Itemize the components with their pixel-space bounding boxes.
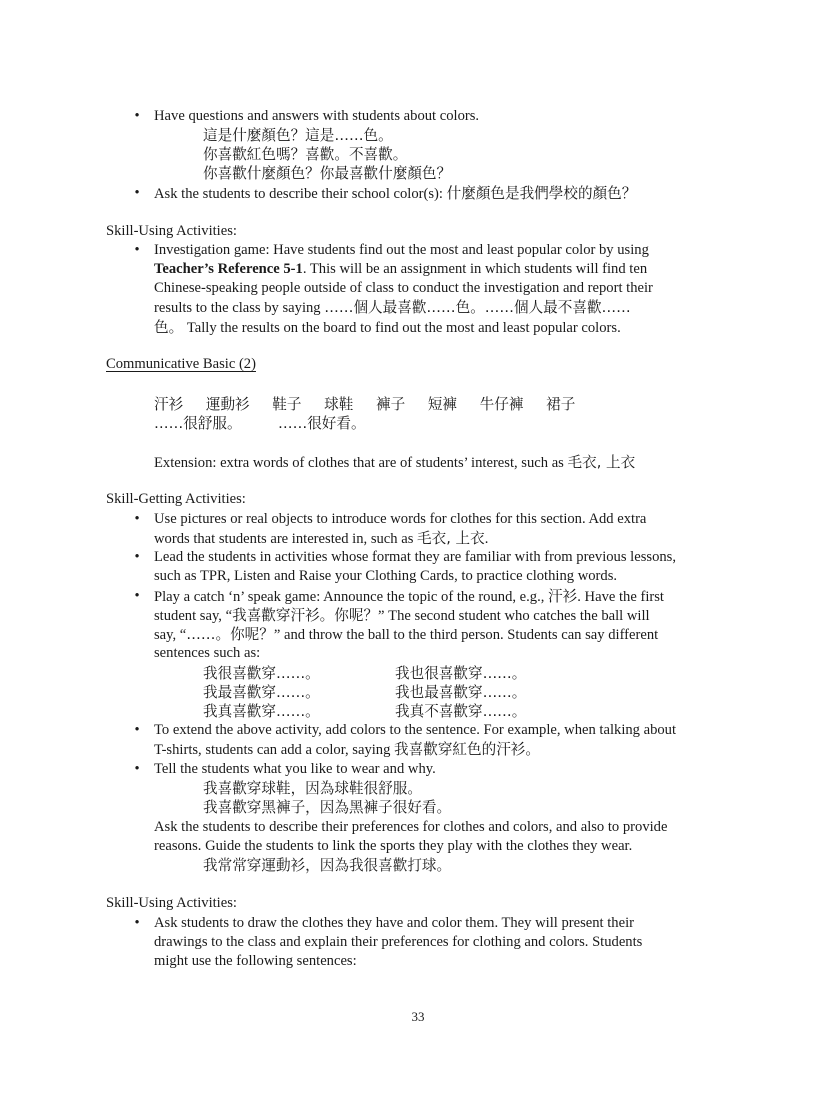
extend-colors-line: T-shirts, students can add a color, saying 我喜歡穿紅色的汗衫。	[154, 741, 540, 758]
vocab-word: 牛仔褲	[479, 396, 524, 413]
phrase: ……很好看。	[278, 415, 366, 432]
extension-note: Extension: extra words of clothes that are of students’ interest, such as 毛衣, 上衣	[154, 454, 636, 471]
catch-game-line: Play a catch ‘n’ speak game: Announce the topic of the round, e.g., 汗衫. Have the first	[154, 588, 664, 605]
bullet	[132, 510, 142, 529]
teacher-reference: Teacher’s Reference 5-1	[154, 261, 303, 277]
bullet	[132, 587, 142, 606]
investigation-game-line: 色。 Tally the results on the board to find out the most and least popular colors.	[154, 319, 621, 336]
preferences-line: reasons. Guide the students to link the sports they play with the clothes they wear.	[154, 838, 633, 854]
example-sentence: 我喜歡穿球鞋，因為球鞋很舒服。	[203, 780, 422, 797]
pictures-bullet-line: words that students are interested in, such as 毛衣, 上衣.	[154, 530, 489, 547]
bullet	[132, 107, 142, 126]
sentence-pattern: 我也最喜歡穿……。	[395, 684, 527, 701]
page-number: 33	[411, 1009, 425, 1024]
vocab-word: 汗衫	[154, 396, 184, 413]
section-heading: Skill-Using Activities:	[106, 895, 237, 911]
section-heading: Skill-Getting Activities:	[106, 491, 246, 507]
sentence-pattern: 我真喜歡穿……。	[203, 703, 320, 720]
bullet	[132, 914, 142, 933]
colors-qa-bullet: Have questions and answers with students about colors.	[154, 108, 480, 124]
vocab-list	[154, 395, 575, 414]
sentence-pattern: 我也很喜歡穿……。	[395, 665, 527, 682]
example-sentence: 我常常穿運動衫，因為我很喜歡打球。	[203, 857, 452, 874]
vocab-word: 短褲	[427, 396, 458, 413]
vocab-word: 運動衫	[205, 396, 250, 413]
sentence-pattern: 我最喜歡穿……。	[203, 684, 320, 701]
vocab-word: 裙子	[546, 396, 576, 413]
preferences-line: Ask the students to describe their preferences for clothes and colors, and also to provide	[154, 819, 668, 835]
tpr-bullet-line: Lead the students in activities whose format they are familiar with from previous lessons,	[154, 549, 676, 565]
tpr-bullet-line: such as TPR, Listen and Raise your Clothing Cards, to practice clothing words.	[154, 568, 618, 584]
investigation-game-line: Chinese-speaking people outside of class to conduct the investigation and report their	[154, 280, 653, 296]
wear-why-line: Tell the students what you like to wear and why.	[154, 761, 436, 777]
vocab-word: 鞋子	[272, 396, 302, 413]
vocab-word: 褲子	[375, 396, 406, 413]
catch-game-line: say, “……。你呢？” and throw the ball to the third person. Students can say different	[154, 626, 659, 643]
draw-clothes-line: drawings to the class and explain their preferences for clothing and colors. Students	[154, 934, 643, 950]
section-heading: Skill-Using Activities:	[106, 223, 237, 239]
bullet	[132, 184, 142, 203]
bullet	[132, 760, 142, 779]
draw-clothes-line: Ask students to draw the clothes they have and color them. They will present their	[154, 915, 634, 931]
catch-game-line: sentences such as:	[154, 645, 261, 661]
extend-colors-line: To extend the above activity, add colors to the sentence. For example, when talking about	[154, 722, 677, 738]
phrase: ……很舒服。	[154, 415, 242, 432]
example-sentence: 你喜歡紅色嗎？喜歡。不喜歡。	[203, 146, 408, 163]
vocab-word: 球鞋	[324, 396, 354, 413]
sentence-pattern: 我真不喜歡穿……。	[395, 703, 527, 720]
bullet	[132, 241, 142, 260]
example-sentence: 你喜歡什麼顏色？你最喜歡什麼顏色？	[203, 165, 452, 182]
bullet	[132, 721, 142, 740]
catch-game-line: student say, “我喜歡穿汗衫。你呢？” The second student who catches the ball will	[154, 607, 650, 624]
example-sentence: 這是什麼顏色？這是……色。	[203, 127, 393, 144]
investigation-game-line: Teacher’s Reference 5-1. This will be an assignment in which students will find ten	[154, 261, 648, 277]
bullet	[132, 548, 142, 567]
example-sentence: 我喜歡穿黑褲子，因為黑褲子很好看。	[203, 799, 452, 816]
section-heading-underlined: Communicative Basic (2)	[106, 356, 256, 372]
draw-clothes-line: might use the following sentences:	[154, 953, 357, 969]
investigation-game-line: Investigation game: Have students find out the most and least popular color by using	[154, 242, 649, 258]
school-color-bullet: Ask the students to describe their school color(s): 什麼顏色是我們學校的顏色？	[154, 185, 637, 202]
investigation-game-line: results to the class by saying ……個人最喜歡……色。……個人最不喜歡……	[154, 299, 631, 316]
sentence-pattern: 我很喜歡穿……。	[203, 665, 320, 682]
pictures-bullet-line: Use pictures or real objects to introduce words for clothes for this section. Add extra	[154, 511, 647, 527]
